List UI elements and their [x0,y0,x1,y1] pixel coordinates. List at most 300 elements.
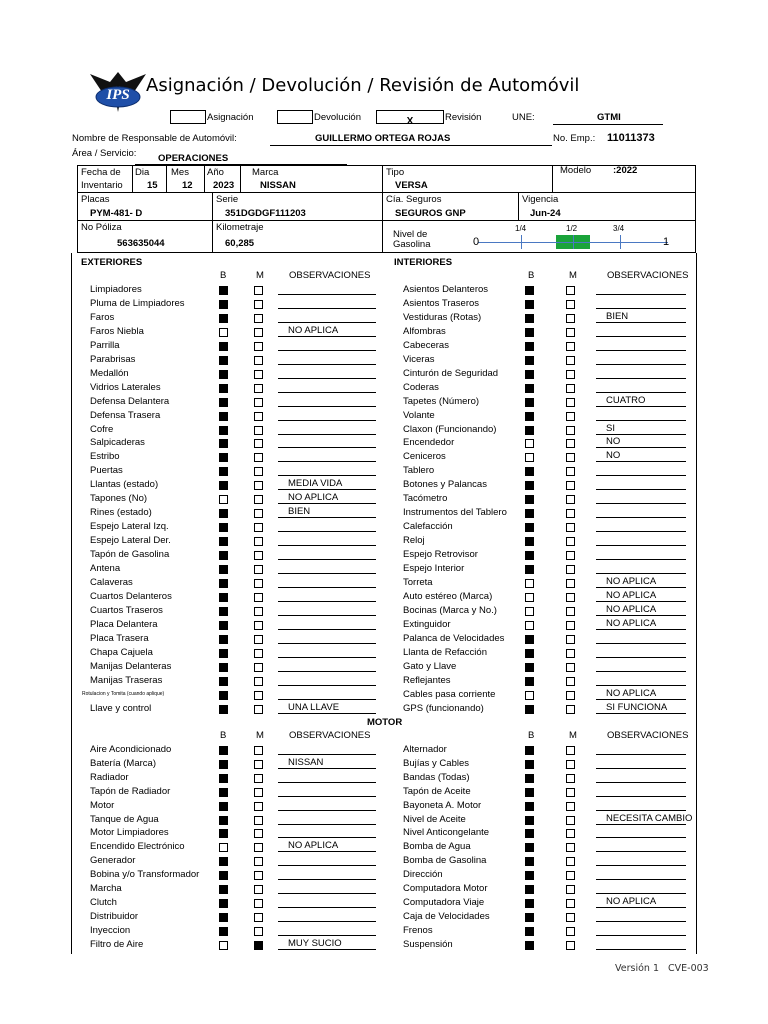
b-checkbox[interactable] [525,774,534,783]
modelo-value[interactable]: :2022 [613,165,638,176]
observation-field[interactable] [278,813,376,825]
b-checkbox[interactable] [219,439,228,448]
observation-field[interactable] [278,562,376,574]
m-checkbox[interactable] [254,871,263,880]
m-checkbox[interactable] [566,509,575,518]
b-checkbox[interactable] [525,565,534,574]
m-checkbox[interactable] [566,649,575,658]
b-checkbox[interactable] [525,370,534,379]
m-checkbox[interactable] [254,593,263,602]
observation-field[interactable] [596,492,686,504]
m-checkbox[interactable] [254,843,263,852]
b-checkbox[interactable] [525,760,534,769]
m-checkbox[interactable] [566,314,575,323]
b-checkbox[interactable] [525,663,534,672]
m-checkbox[interactable] [254,537,263,546]
m-checkbox[interactable] [566,760,575,769]
observation-field[interactable]: MEDIA VIDA [278,478,376,490]
observation-field[interactable]: UNA LLAVE [278,702,376,714]
b-checkbox[interactable] [219,816,228,825]
observation-field[interactable] [596,646,686,658]
m-checkbox[interactable] [566,871,575,880]
observation-field[interactable] [278,882,376,894]
observation-field[interactable] [596,799,686,811]
observation-field[interactable]: NISSAN [278,757,376,769]
m-checkbox[interactable] [566,426,575,435]
observation-field[interactable] [596,854,686,866]
revision-checkbox[interactable] [376,110,444,127]
b-checkbox[interactable] [525,286,534,295]
m-checkbox[interactable] [254,941,263,950]
m-checkbox[interactable] [254,370,263,379]
mes-value[interactable]: 12 [182,180,193,191]
b-checkbox[interactable] [219,829,228,838]
m-checkbox[interactable] [566,621,575,630]
observation-field[interactable] [278,854,376,866]
dia-value[interactable]: 15 [147,180,158,191]
m-checkbox[interactable] [566,384,575,393]
b-checkbox[interactable] [219,565,228,574]
observation-field[interactable] [278,604,376,616]
b-checkbox[interactable] [525,816,534,825]
observation-field[interactable] [278,910,376,922]
m-checkbox[interactable] [254,635,263,644]
m-checkbox[interactable] [254,746,263,755]
m-checkbox[interactable] [254,857,263,866]
m-checkbox[interactable] [254,649,263,658]
m-checkbox[interactable] [254,579,263,588]
m-checkbox[interactable] [254,774,263,783]
noemp-value[interactable]: 11011373 [607,132,655,144]
observation-field[interactable] [278,339,376,351]
m-checkbox[interactable] [566,439,575,448]
observation-field[interactable] [278,395,376,407]
observation-field[interactable] [278,618,376,630]
m-checkbox[interactable] [566,453,575,462]
observation-field[interactable] [278,381,376,393]
m-checkbox[interactable] [566,635,575,644]
b-checkbox[interactable] [525,941,534,950]
b-checkbox[interactable] [219,663,228,672]
b-checkbox[interactable] [525,495,534,504]
m-checkbox[interactable] [566,829,575,838]
vigencia-value[interactable]: Jun-24 [530,208,561,219]
observation-field[interactable] [596,283,686,295]
m-checkbox[interactable] [566,300,575,309]
m-checkbox[interactable] [566,677,575,686]
observation-field[interactable] [278,646,376,658]
b-checkbox[interactable] [219,691,228,700]
observation-field[interactable]: BIEN [596,311,686,323]
b-checkbox[interactable] [219,774,228,783]
m-checkbox[interactable] [566,816,575,825]
b-checkbox[interactable] [219,649,228,658]
b-checkbox[interactable] [219,843,228,852]
m-checkbox[interactable] [254,829,263,838]
b-checkbox[interactable] [219,467,228,476]
observation-field[interactable] [278,660,376,672]
observation-field[interactable]: NO [596,436,686,448]
m-checkbox[interactable] [254,356,263,365]
responsable-value[interactable]: GUILLERMO ORTEGA ROJAS [315,133,451,144]
b-checkbox[interactable] [219,523,228,532]
observation-field[interactable] [278,450,376,462]
observation-field[interactable] [278,409,376,421]
observation-field[interactable] [596,325,686,337]
b-checkbox[interactable] [525,677,534,686]
observation-field[interactable] [278,771,376,783]
b-checkbox[interactable] [219,788,228,797]
b-checkbox[interactable] [219,857,228,866]
observation-field[interactable] [596,882,686,894]
m-checkbox[interactable] [254,788,263,797]
b-checkbox[interactable] [219,635,228,644]
devolucion-checkbox[interactable] [277,110,313,124]
b-checkbox[interactable] [525,551,534,560]
b-checkbox[interactable] [219,300,228,309]
b-checkbox[interactable] [525,649,534,658]
observation-field[interactable] [596,562,686,574]
b-checkbox[interactable] [219,551,228,560]
b-checkbox[interactable] [219,286,228,295]
m-checkbox[interactable] [566,663,575,672]
m-checkbox[interactable] [254,328,263,337]
m-checkbox[interactable] [566,523,575,532]
m-checkbox[interactable] [566,607,575,616]
observation-field[interactable]: NO [596,450,686,462]
m-checkbox[interactable] [566,913,575,922]
observation-field[interactable] [596,520,686,532]
b-checkbox[interactable] [219,941,228,950]
b-checkbox[interactable] [525,300,534,309]
b-checkbox[interactable] [525,453,534,462]
m-checkbox[interactable] [566,885,575,894]
b-checkbox[interactable] [525,635,534,644]
b-checkbox[interactable] [219,899,228,908]
b-checkbox[interactable] [525,314,534,323]
m-checkbox[interactable] [254,621,263,630]
b-checkbox[interactable] [525,523,534,532]
observation-field[interactable]: NO APLICA [278,492,376,504]
m-checkbox[interactable] [254,691,263,700]
observation-field[interactable]: NO APLICA [596,576,686,588]
m-checkbox[interactable] [566,843,575,852]
m-checkbox[interactable] [254,607,263,616]
b-checkbox[interactable] [525,398,534,407]
observation-field[interactable] [278,826,376,838]
b-checkbox[interactable] [525,927,534,936]
b-checkbox[interactable] [219,328,228,337]
m-checkbox[interactable] [566,691,575,700]
b-checkbox[interactable] [525,885,534,894]
b-checkbox[interactable] [219,607,228,616]
m-checkbox[interactable] [566,356,575,365]
b-checkbox[interactable] [219,913,228,922]
observation-field[interactable] [596,840,686,852]
m-checkbox[interactable] [566,481,575,490]
observation-field[interactable]: NO APLICA [278,325,376,337]
b-checkbox[interactable] [219,760,228,769]
b-checkbox[interactable] [219,356,228,365]
observation-field[interactable] [596,478,686,490]
seguros-value[interactable]: SEGUROS GNP [395,208,466,219]
m-checkbox[interactable] [566,802,575,811]
m-checkbox[interactable] [254,384,263,393]
m-checkbox[interactable] [566,537,575,546]
observation-field[interactable] [278,283,376,295]
b-checkbox[interactable] [525,857,534,866]
m-checkbox[interactable] [566,398,575,407]
observation-field[interactable] [596,743,686,755]
m-checkbox[interactable] [254,565,263,574]
observation-field[interactable] [596,938,686,950]
observation-field[interactable] [278,632,376,644]
observation-field[interactable] [596,367,686,379]
m-checkbox[interactable] [254,802,263,811]
serie-value[interactable]: 351DGDGF111203 [225,208,306,219]
placas-value[interactable]: PYM-481- D [90,208,143,219]
observation-field[interactable] [278,799,376,811]
observation-field[interactable] [278,924,376,936]
m-checkbox[interactable] [566,328,575,337]
m-checkbox[interactable] [566,579,575,588]
b-checkbox[interactable] [219,579,228,588]
m-checkbox[interactable] [254,453,263,462]
b-checkbox[interactable] [219,509,228,518]
observation-field[interactable] [596,868,686,880]
m-checkbox[interactable] [254,342,263,351]
observation-field[interactable] [278,520,376,532]
observation-field[interactable] [278,785,376,797]
observation-field[interactable] [596,506,686,518]
b-checkbox[interactable] [525,607,534,616]
observation-field[interactable] [278,436,376,448]
observation-field[interactable] [278,353,376,365]
m-checkbox[interactable] [566,370,575,379]
m-checkbox[interactable] [254,913,263,922]
m-checkbox[interactable] [254,927,263,936]
b-checkbox[interactable] [219,802,228,811]
observation-field[interactable]: NO APLICA [596,604,686,616]
motor_left-item-label: Batería (Marca) [90,758,156,769]
observation-field[interactable]: SI [596,423,686,435]
observation-field[interactable] [596,632,686,644]
m-checkbox[interactable] [254,286,263,295]
m-checkbox[interactable] [566,286,575,295]
b-checkbox[interactable] [525,788,534,797]
exteriores-item-label: Antena [90,563,121,574]
observation-field[interactable]: MUY SUCIO [278,938,376,950]
m-checkbox[interactable] [254,899,263,908]
observation-field[interactable] [596,353,686,365]
m-checkbox[interactable] [254,523,263,532]
m-checkbox[interactable] [566,593,575,602]
observation-field[interactable] [596,785,686,797]
b-checkbox[interactable] [219,398,228,407]
observation-field[interactable] [278,688,376,700]
tipo-value[interactable]: VERSA [395,180,428,191]
b-checkbox[interactable] [525,913,534,922]
m-checkbox[interactable] [566,941,575,950]
m-checkbox[interactable] [254,300,263,309]
b-checkbox[interactable] [525,802,534,811]
m-checkbox[interactable] [254,663,263,672]
anio-value[interactable]: 2023 [213,180,235,191]
b-checkbox[interactable] [219,621,228,630]
m-checkbox[interactable] [566,788,575,797]
m-checkbox[interactable] [566,899,575,908]
b-checkbox[interactable] [525,328,534,337]
observation-field[interactable]: BIEN [278,506,376,518]
b-checkbox[interactable] [525,843,534,852]
m-checkbox[interactable] [254,467,263,476]
m-checkbox[interactable] [254,509,263,518]
m-checkbox[interactable] [566,565,575,574]
observation-field[interactable] [278,297,376,309]
m-checkbox[interactable] [254,760,263,769]
b-checkbox[interactable] [219,537,228,546]
m-checkbox[interactable] [566,746,575,755]
m-checkbox[interactable] [566,774,575,783]
m-checkbox[interactable] [254,314,263,323]
observation-field[interactable] [278,590,376,602]
observation-field[interactable] [596,381,686,393]
b-checkbox[interactable] [219,481,228,490]
km-value[interactable]: 60,285 [225,238,255,249]
m-checkbox[interactable] [254,551,263,560]
observation-field[interactable] [596,757,686,769]
observation-field[interactable] [278,423,376,435]
m-checkbox[interactable] [566,705,575,714]
m-checkbox[interactable] [254,439,263,448]
observation-field[interactable] [278,311,376,323]
observation-field[interactable] [278,548,376,560]
observation-field[interactable] [596,660,686,672]
observation-field[interactable] [596,910,686,922]
m-checkbox[interactable] [254,816,263,825]
b-checkbox[interactable] [219,384,228,393]
observation-field[interactable] [278,464,376,476]
observation-field[interactable]: NECESITA CAMBIO [596,813,686,825]
m-checkbox[interactable] [254,398,263,407]
m-checkbox[interactable] [566,412,575,421]
b-checkbox[interactable] [219,677,228,686]
observation-field[interactable] [596,771,686,783]
observation-field[interactable]: NO APLICA [596,618,686,630]
b-checkbox[interactable] [525,342,534,351]
observation-field[interactable] [278,868,376,880]
b-checkbox[interactable] [525,746,534,755]
b-checkbox[interactable] [525,481,534,490]
b-checkbox[interactable] [525,356,534,365]
observation-field[interactable] [278,674,376,686]
observation-field[interactable] [596,297,686,309]
b-checkbox[interactable] [219,871,228,880]
b-checkbox[interactable] [219,885,228,894]
b-checkbox[interactable] [525,537,534,546]
observation-field[interactable] [278,743,376,755]
b-checkbox[interactable] [219,453,228,462]
b-checkbox[interactable] [219,342,228,351]
observation-field[interactable]: NO APLICA [278,840,376,852]
b-checkbox[interactable] [525,871,534,880]
b-checkbox[interactable] [525,829,534,838]
m-checkbox[interactable] [566,857,575,866]
m-checkbox[interactable] [566,927,575,936]
b-checkbox[interactable] [525,593,534,602]
b-checkbox[interactable] [525,412,534,421]
m-checkbox[interactable] [254,412,263,421]
b-checkbox[interactable] [525,467,534,476]
b-checkbox[interactable] [525,899,534,908]
motor-col-m: M [256,730,264,741]
observation-field[interactable]: NO APLICA [596,896,686,908]
b-checkbox[interactable] [219,705,228,714]
observation-field[interactable] [596,534,686,546]
b-checkbox[interactable] [525,691,534,700]
b-checkbox[interactable] [219,370,228,379]
b-checkbox[interactable] [219,593,228,602]
observation-field[interactable] [278,576,376,588]
m-checkbox[interactable] [566,467,575,476]
b-checkbox[interactable] [525,705,534,714]
observation-field[interactable] [278,896,376,908]
footer-version: Versión 1 [615,963,659,974]
b-checkbox[interactable] [219,314,228,323]
area-value[interactable]: OPERACIONES [158,153,229,164]
observation-field[interactable]: CUATRO [596,395,686,407]
m-checkbox[interactable] [254,426,263,435]
b-checkbox[interactable] [219,746,228,755]
b-checkbox[interactable] [219,495,228,504]
asignacion-checkbox[interactable] [170,110,206,124]
m-checkbox[interactable] [566,495,575,504]
observation-field[interactable] [596,674,686,686]
b-checkbox[interactable] [525,439,534,448]
m-checkbox[interactable] [254,885,263,894]
une-value[interactable]: GTMI [597,112,621,123]
b-checkbox[interactable] [525,426,534,435]
b-checkbox[interactable] [525,579,534,588]
m-checkbox[interactable] [254,481,263,490]
b-checkbox[interactable] [219,426,228,435]
observation-field[interactable]: NO APLICA [596,688,686,700]
observation-field[interactable] [278,534,376,546]
b-checkbox[interactable] [525,509,534,518]
motor_left-item-label: Motor [90,800,115,811]
m-checkbox[interactable] [254,705,263,714]
b-checkbox[interactable] [219,927,228,936]
b-checkbox[interactable] [219,412,228,421]
poliza-value[interactable]: 563635044 [117,238,165,249]
observation-field[interactable] [596,339,686,351]
m-checkbox[interactable] [254,495,263,504]
m-checkbox[interactable] [254,677,263,686]
observation-field[interactable] [596,548,686,560]
observation-field[interactable] [596,826,686,838]
m-checkbox[interactable] [566,551,575,560]
observation-field[interactable] [278,367,376,379]
observation-field[interactable]: NO APLICA [596,590,686,602]
observation-field[interactable] [596,464,686,476]
observation-field[interactable] [596,409,686,421]
observation-field[interactable]: SI FUNCIONA [596,702,686,714]
b-checkbox[interactable] [525,621,534,630]
m-checkbox[interactable] [566,342,575,351]
observation-field[interactable] [596,924,686,936]
b-checkbox[interactable] [525,384,534,393]
marca-value[interactable]: NISSAN [260,180,296,191]
